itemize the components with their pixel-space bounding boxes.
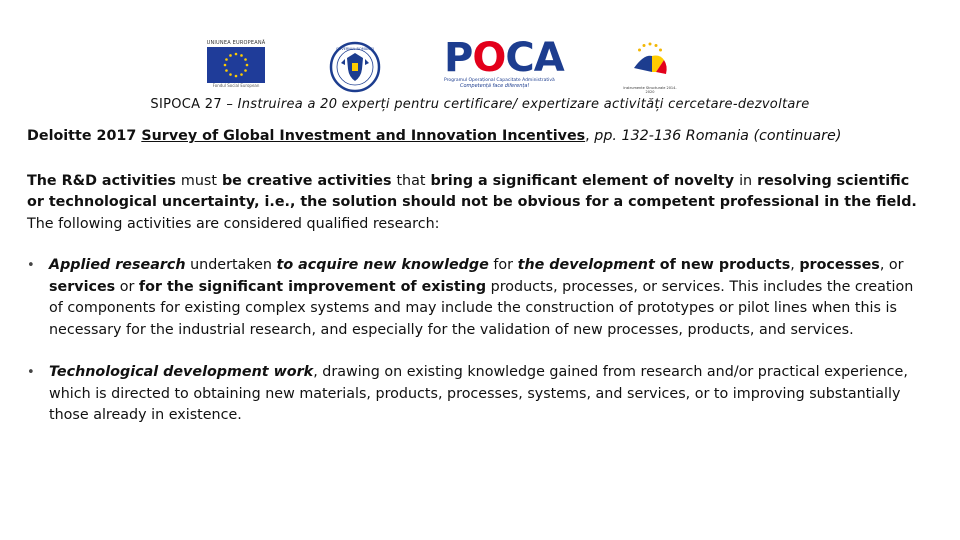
government-logo-text: GUVERNUL ROMÂNIEI xyxy=(335,47,375,51)
subtitle-italic: Instruirea a 20 experți pentru certificare/ expertizare activități cercetare-dezvoltare xyxy=(237,97,810,112)
poca-letter: O xyxy=(472,35,506,81)
eu-star-icon xyxy=(240,73,243,76)
intro-part-5: bring a significant element of novelty xyxy=(425,172,740,189)
eu-star-icon xyxy=(229,54,232,57)
reference-suffix: pp. 132-136 Romania (continuare) xyxy=(589,128,842,144)
structural-instruments-text: Instrumente Structurale 2014-2020 xyxy=(623,86,677,94)
list-item xyxy=(27,362,927,427)
reference-title: Survey of Global Investment and Innovation Incentives xyxy=(141,128,586,144)
bullet-1-part-10: services xyxy=(49,278,116,295)
intro-part-3: be creative activities xyxy=(216,172,397,189)
bullet-1-part-1: Applied research xyxy=(49,257,186,273)
eu-star-icon xyxy=(225,69,228,72)
poca-logo xyxy=(444,35,564,94)
list-item xyxy=(27,255,927,341)
eu-star-icon xyxy=(240,54,243,57)
bullet-1-part-7: , xyxy=(790,257,800,273)
eu-star-icon xyxy=(235,53,238,56)
bullet-1-part-9: , or xyxy=(879,257,904,273)
bullet-marker: • xyxy=(27,258,35,273)
eu-star-icon xyxy=(235,75,238,78)
bullet-2-part-2: , drawing on existing knowledge gained from research and/or practical experience, which is directed to obtaining new materials, products, processes, systems, and services, or to improving substantially those already in existence. xyxy=(49,364,908,423)
bullet-1-part-3: to acquire new knowledge xyxy=(276,257,489,273)
eu-star-icon xyxy=(224,64,227,67)
structural-instruments-icon xyxy=(622,38,678,82)
qualified-research-list xyxy=(27,255,927,427)
reference-line xyxy=(27,126,927,148)
intro-part-8: The following activities are considered qualified research: xyxy=(27,215,440,232)
bullet-1-part-6: of new products xyxy=(654,257,791,273)
subtitle-prefix: SIPOCA 27 – xyxy=(150,97,238,112)
project-subtitle xyxy=(0,97,960,112)
government-logo xyxy=(329,41,381,93)
main-content xyxy=(27,126,927,448)
poca-letter: P xyxy=(444,35,473,81)
eu-flag-icon xyxy=(207,47,265,83)
bullet-1-part-8: processes xyxy=(799,257,880,273)
eu-star-icon xyxy=(225,58,228,61)
reference-prefix: Deloitte 2017 xyxy=(27,128,142,144)
poca-brand-letters xyxy=(444,35,564,81)
eu-star-icon xyxy=(229,73,232,76)
bullet-2-part-1: Technological development work xyxy=(49,364,314,380)
poca-tagline: Competență face diferența! xyxy=(460,83,530,89)
reference-comma: , xyxy=(585,128,590,144)
bullet-1-part-2: undertaken xyxy=(185,257,277,273)
intro-part-4: that xyxy=(396,172,426,189)
intro-part-7: resolving scientific or technological uncertainty, i.e., the solution should not be obvious for a competent professional in the field. xyxy=(27,172,917,210)
bullet-1-part-13: products, processes, or services. This includes the creation of components for existing complex systems and may include the construction of prototypes or pilot lines when this is necessary for the industrial research, and especially for the validation of new processes, products, and services. xyxy=(49,278,914,338)
intro-part-1: The R&D activities xyxy=(27,172,181,189)
poca-letter: C xyxy=(505,35,534,81)
eu-logo-top-text: UNIUNEA EUROPEANĂ xyxy=(206,40,266,46)
bullet-1-part-12: for the significant improvement of existing xyxy=(138,278,487,295)
coat-of-arms-icon xyxy=(329,41,381,93)
bullet-marker: • xyxy=(27,365,35,380)
eu-star-icon xyxy=(244,69,247,72)
intro-part-6: in xyxy=(739,172,753,189)
structural-instruments-logo xyxy=(622,38,678,96)
eu-logo xyxy=(205,40,267,90)
intro-part-2: must xyxy=(180,172,217,189)
poca-subtitle: Programul Operațional Capacitate Administrativă xyxy=(444,78,555,83)
bullet-1-part-5: the development xyxy=(517,257,655,273)
poca-letter: A xyxy=(533,35,564,81)
eu-star-icon xyxy=(246,64,249,67)
intro-paragraph xyxy=(27,171,927,236)
eu-star-icon xyxy=(244,58,247,61)
bullet-1-part-11: or xyxy=(115,278,139,295)
eu-logo-bottom-text: Fondul Social European xyxy=(212,83,260,88)
bullet-1-part-4: for xyxy=(488,257,518,273)
